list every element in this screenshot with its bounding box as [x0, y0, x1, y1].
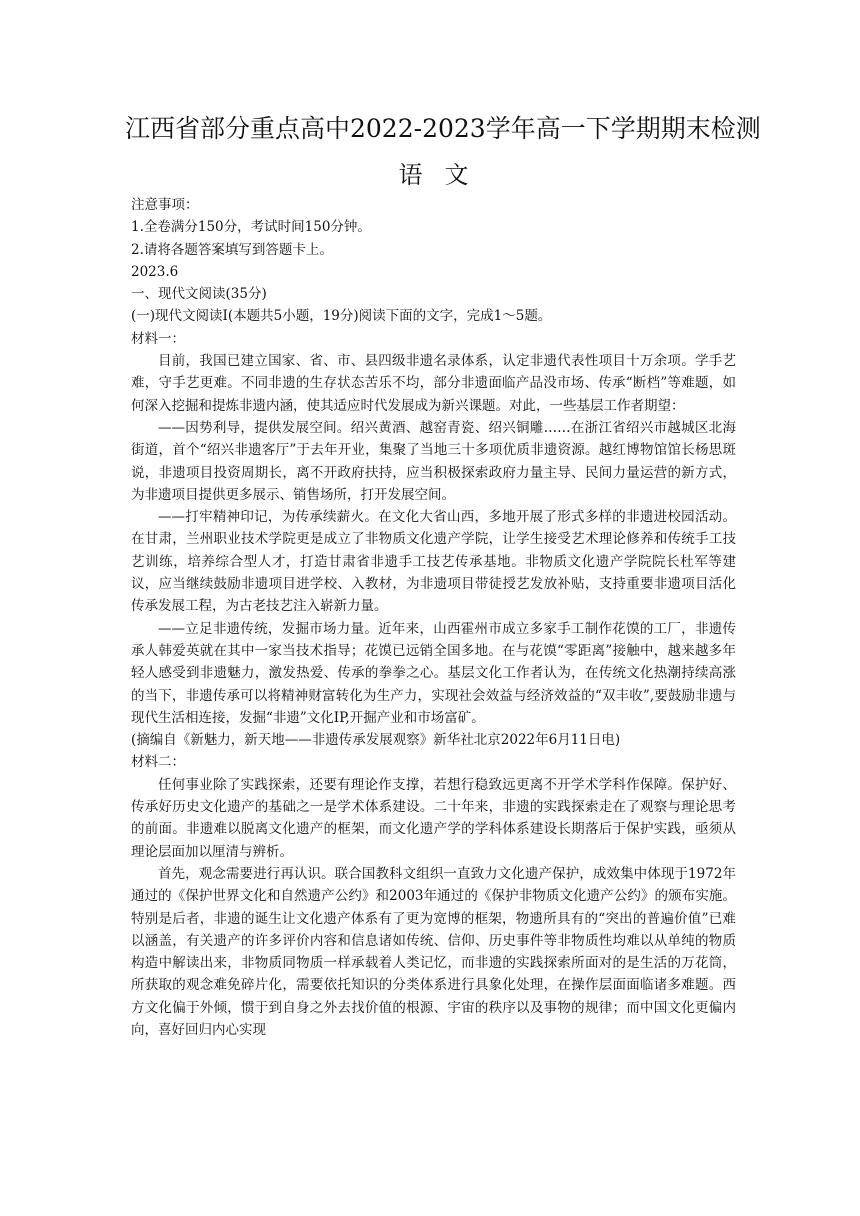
material-one-paragraph-1: 目前，我国已建立国家、省、市、县四级非遗名录体系，认定非遗代表性项目十万余项。学手艺难，守手艺更难。不同非遗的生存状态苦乐不均，部分非遗面临产品没市场、传承“断档”等难题，如何深入挖掘和提炼非遗内涵，使其适应时代发展成为新兴课题。对此，一些基层工作者期望： [131, 353, 736, 414]
material-one-paragraph-2: ——因势利导，提供发展空间。绍兴黄酒、越窑青瓷、绍兴铜雕……在浙江省绍兴市越城区北海街道，首个“绍兴非遗客厅”于去年开业，集聚了当地三十多项优质非遗资源。越红博物馆馆长杨思斑说，非遗项目投资周期长，离不开政府扶持，应当积极探索政府力量主导、民间力量运营的新方式，为非遗项目提供更多展示、销售场所，打开发展空间。 [131, 419, 736, 503]
material-one-paragraph-4: ——立足非遗传统，发掘市场力量。近年来，山西霍州市成立多家手工制作花馍的工厂，非遗传承人韩爱英就在其中一家当技术指导；花馍已远销全国多地。在与花馍“零距离”接触中，越来越多年轻人感受到非遗魅力，激发热爱、传承的拳拳之心。基层文化工作者认为，在传统文化热潮持续高涨的当下，非遗传承可以将精神财富转化为生产力，实现社会效益与经济效益的“双丰收”,要鼓励非遗与现代生活相连接，发掘“非遗”文化IP,开掘产业和市场富矿。 [131, 620, 736, 726]
subsection-heading: (一)现代文阅读I(本题共5小题，19分)阅读下面的文字，完成1～5题。 [131, 308, 552, 325]
exam-title: 江西省部分重点高中2022-2023学年高一下学期期末检测 [125, 114, 761, 143]
material-two-paragraph-2: 首先，观念需要进行再认识。联合国教科文组织一直致力文化遗产保护，成效集中体现于1972年通过的《保护世界文化和自然遗产公约》和2003年通过的《保护非物质文化遗产公约》的颁布实施。特别是后者，非遗的诞生让文化遗产体系有了更为宽博的框架，物遗所具有的“突出的普遍价值”已难以涵盖，有关遗产的许多评价内容和信息诸如传统、信仰、历史事件等非物质性均难以从单纯的物质构造中解读出来，非物质同物质一样承载着人类记忆，而非遗的实践探索所面对的是生活的万花筒，所获取的观念难免碎片化，需要依托知识的分类体系进行具象化处理，在操作层面面临诸多难题。西方文化偏于外倾，惯于到自身之外去找价值的根源、宇宙的秩序以及事物的规律；而中国文化更偏内向，喜好回归内心实现 [131, 865, 736, 1038]
notice-heading: 注意事项： [131, 197, 199, 213]
material-one-paragraph-3: ——打牢精神印记，为传承续薪火。在文化大省山西，多地开展了形式多样的非遗进校园活动。在甘肃，兰州职业技术学院更是成立了非物质文化遗产学院，让学生接受艺术理论修养和传统手工技艺训练，培养综合型人才，打造甘肃省非遗手工技艺传承基地。非物质文化遗产学院院长杜军等建议，应当继续鼓励非遗项目进学校、入教材，为非遗项目带徒授艺发放补贴，支持重要非遗项目活化传承发展工程，为古老技艺注入崭新力量。 [131, 509, 736, 615]
exam-date: 2023.6 [131, 263, 179, 280]
material-two-paragraph-1: 任何事业除了实践探索，还要有理论作支撑，若想行稳致远更离不开学术学科作保障。保护好、传承好历史文化遗产的基础之一是学术体系建设。二十年来，非遗的实践探索走在了观察与理论思考的前面。非遗难以脱离文化遗产的框架，而文化遗产学的学科体系建设长期落后于保护实践，亟须从理论层面加以厘清与辨析。 [131, 776, 736, 860]
exam-page [125, 112, 761, 1041]
material-one-label: 材料一： [131, 330, 185, 347]
notice-item-2: 2.请将各题答案填写到答题卡上。 [131, 241, 333, 258]
section-heading: 一、现代文阅读(35分) [131, 286, 267, 303]
material-two-label: 材料二： [131, 754, 185, 771]
notice-item-1: 1.全卷满分150分，考试时间150分钟。 [131, 219, 371, 236]
material-one-source: (摘编自《新魅力，新天地——非遗传承发展观察》新华社北京2022年6月11日电) [131, 732, 621, 749]
exam-subject: 语文 [398, 161, 491, 189]
